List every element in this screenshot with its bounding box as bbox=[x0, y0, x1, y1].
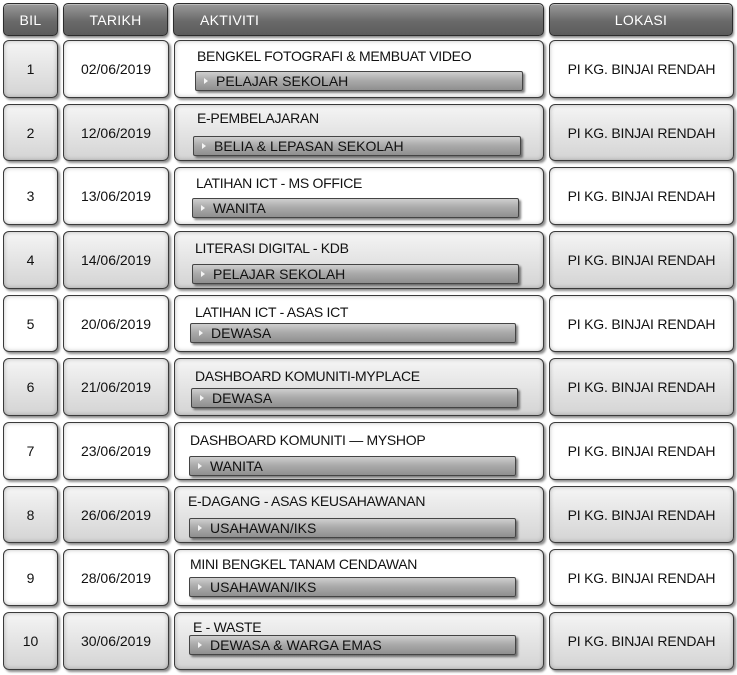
aktiviti-title: LATIHAN ICT - MS OFFICE bbox=[196, 175, 363, 191]
bil-cell bbox=[3, 422, 58, 480]
bil-cell bbox=[3, 549, 58, 606]
sasaran-tag bbox=[189, 518, 516, 538]
sasaran-tag bbox=[192, 264, 519, 284]
bil-cell bbox=[3, 295, 58, 352]
triangle-bullet-icon bbox=[198, 584, 202, 590]
bil-cell bbox=[3, 231, 58, 289]
triangle-bullet-icon bbox=[201, 271, 205, 277]
tarikh-value: 20/06/2019 bbox=[80, 315, 152, 332]
header-tarikh-label: TARIKH bbox=[89, 11, 142, 28]
lokasi-cell bbox=[549, 612, 734, 670]
sasaran-label: PELAJAR SEKOLAH bbox=[216, 73, 349, 89]
lokasi-cell bbox=[549, 358, 734, 416]
lokasi-value: PI KG. BINJAI RENDAH bbox=[567, 379, 716, 395]
tarikh-value: 13/06/2019 bbox=[80, 188, 152, 204]
tarikh-cell bbox=[63, 549, 169, 606]
lokasi-cell bbox=[549, 295, 734, 352]
lokasi-cell bbox=[549, 549, 734, 606]
triangle-bullet-icon bbox=[198, 463, 202, 469]
bil-cell bbox=[3, 612, 58, 670]
triangle-bullet-icon bbox=[198, 525, 202, 531]
bil-cell bbox=[3, 358, 58, 416]
lokasi-value: PI KG. BINJAI RENDAH bbox=[567, 633, 716, 649]
aktiviti-cell bbox=[174, 612, 544, 670]
aktiviti-title: MINI BENGKEL TANAM CENDAWAN bbox=[190, 556, 418, 572]
triangle-bullet-icon bbox=[204, 78, 208, 84]
sasaran-tag bbox=[191, 388, 518, 408]
aktiviti-title: LITERASI DIGITAL - KDB bbox=[195, 240, 349, 256]
aktiviti-cell bbox=[174, 167, 544, 225]
bil-value: 10 bbox=[22, 633, 39, 649]
bil-value: 2 bbox=[26, 124, 35, 141]
tarikh-cell bbox=[63, 358, 169, 416]
sasaran-label: DEWASA & WARGA EMAS bbox=[210, 637, 382, 653]
lokasi-value: PI KG. BINJAI RENDAH bbox=[567, 569, 716, 586]
lokasi-cell bbox=[549, 167, 734, 225]
tarikh-cell bbox=[63, 612, 169, 670]
sasaran-tag bbox=[193, 136, 521, 156]
bil-value: 7 bbox=[26, 443, 35, 459]
lokasi-value: PI KG. BINJAI RENDAH bbox=[567, 124, 716, 141]
aktiviti-cell bbox=[174, 231, 544, 289]
lokasi-cell bbox=[549, 40, 734, 98]
header-lokasi bbox=[549, 3, 733, 36]
aktiviti-cell bbox=[174, 358, 544, 416]
tarikh-cell bbox=[63, 231, 169, 289]
bil-cell bbox=[3, 486, 58, 543]
sasaran-label: DEWASA bbox=[211, 325, 272, 341]
tarikh-cell bbox=[63, 486, 169, 543]
bil-value: 4 bbox=[26, 252, 35, 268]
tarikh-cell bbox=[63, 422, 169, 480]
tarikh-cell bbox=[63, 167, 169, 225]
sasaran-tag bbox=[189, 577, 516, 597]
triangle-bullet-icon bbox=[200, 395, 204, 401]
header-tarikh bbox=[63, 3, 168, 36]
aktiviti-title: BENGKEL FOTOGRAFI & MEMBUAT VIDEO bbox=[197, 48, 472, 64]
triangle-bullet-icon bbox=[198, 642, 202, 648]
tarikh-cell bbox=[63, 40, 169, 98]
aktiviti-cell bbox=[174, 549, 544, 606]
bil-cell bbox=[3, 40, 58, 98]
bil-value: 1 bbox=[26, 61, 35, 77]
tarikh-value: 02/06/2019 bbox=[80, 61, 152, 77]
aktiviti-cell bbox=[174, 422, 544, 480]
header-lokasi-label: LOKASI bbox=[614, 11, 668, 28]
sasaran-label: WANITA bbox=[213, 200, 266, 216]
lokasi-value: PI KG. BINJAI RENDAH bbox=[567, 188, 716, 204]
sasaran-label: DEWASA bbox=[212, 390, 273, 406]
triangle-bullet-icon bbox=[202, 143, 206, 149]
aktiviti-title: DASHBOARD KOMUNITI-MYPLACE bbox=[195, 368, 420, 384]
header-bil bbox=[3, 3, 58, 36]
aktiviti-title: LATIHAN ICT - ASAS ICT bbox=[195, 304, 349, 320]
lokasi-value: PI KG. BINJAI RENDAH bbox=[567, 315, 716, 332]
tarikh-value: 12/06/2019 bbox=[80, 124, 152, 141]
lokasi-cell bbox=[549, 486, 734, 543]
lokasi-cell bbox=[549, 104, 734, 161]
tarikh-value: 26/06/2019 bbox=[80, 506, 152, 523]
aktiviti-cell bbox=[174, 104, 544, 161]
aktiviti-title: DASHBOARD KOMUNITI — MYSHOP bbox=[190, 432, 426, 448]
tarikh-value: 14/06/2019 bbox=[80, 252, 152, 268]
sasaran-label: PELAJAR SEKOLAH bbox=[213, 266, 346, 282]
sasaran-label: USAHAWAN/IKS bbox=[210, 579, 317, 595]
lokasi-value: PI KG. BINJAI RENDAH bbox=[567, 443, 716, 459]
sasaran-tag bbox=[190, 323, 516, 343]
bil-value: 3 bbox=[26, 188, 35, 204]
lokasi-cell bbox=[549, 231, 734, 289]
aktiviti-title: E-DAGANG - ASAS KEUSAHAWANAN bbox=[188, 493, 426, 509]
lokasi-value: PI KG. BINJAI RENDAH bbox=[567, 61, 716, 77]
lokasi-cell bbox=[549, 422, 734, 480]
tarikh-cell bbox=[63, 104, 169, 161]
header-bil-label: BIL bbox=[19, 11, 42, 28]
lokasi-value: PI KG. BINJAI RENDAH bbox=[567, 252, 716, 268]
sasaran-label: WANITA bbox=[210, 458, 263, 474]
sasaran-label: BELIA & LEPASAN SEKOLAH bbox=[214, 138, 404, 154]
bil-value: 9 bbox=[26, 569, 35, 586]
header-aktiviti bbox=[173, 3, 544, 36]
lokasi-value: PI KG. BINJAI RENDAH bbox=[567, 506, 716, 523]
sasaran-tag bbox=[189, 635, 516, 655]
aktiviti-cell bbox=[174, 295, 544, 352]
sasaran-tag bbox=[195, 71, 523, 91]
bil-value: 5 bbox=[26, 315, 35, 332]
bil-cell bbox=[3, 104, 58, 161]
aktiviti-cell bbox=[174, 40, 544, 98]
bil-value: 8 bbox=[26, 506, 35, 523]
bil-cell bbox=[3, 167, 58, 225]
aktiviti-cell bbox=[174, 486, 544, 543]
tarikh-value: 23/06/2019 bbox=[80, 443, 152, 459]
triangle-bullet-icon bbox=[201, 205, 205, 211]
sasaran-label: USAHAWAN/IKS bbox=[210, 520, 317, 536]
sasaran-tag bbox=[189, 456, 516, 476]
tarikh-value: 21/06/2019 bbox=[80, 379, 152, 395]
sasaran-tag bbox=[192, 198, 519, 218]
tarikh-value: 30/06/2019 bbox=[80, 633, 152, 649]
tarikh-cell bbox=[63, 295, 169, 352]
triangle-bullet-icon bbox=[199, 330, 203, 336]
aktiviti-title: E - WASTE bbox=[193, 619, 262, 635]
bil-value: 6 bbox=[26, 379, 35, 395]
tarikh-value: 28/06/2019 bbox=[80, 569, 152, 586]
header-aktiviti-label: AKTIVITI bbox=[200, 11, 260, 28]
aktiviti-title: E-PEMBELAJARAN bbox=[197, 110, 319, 126]
